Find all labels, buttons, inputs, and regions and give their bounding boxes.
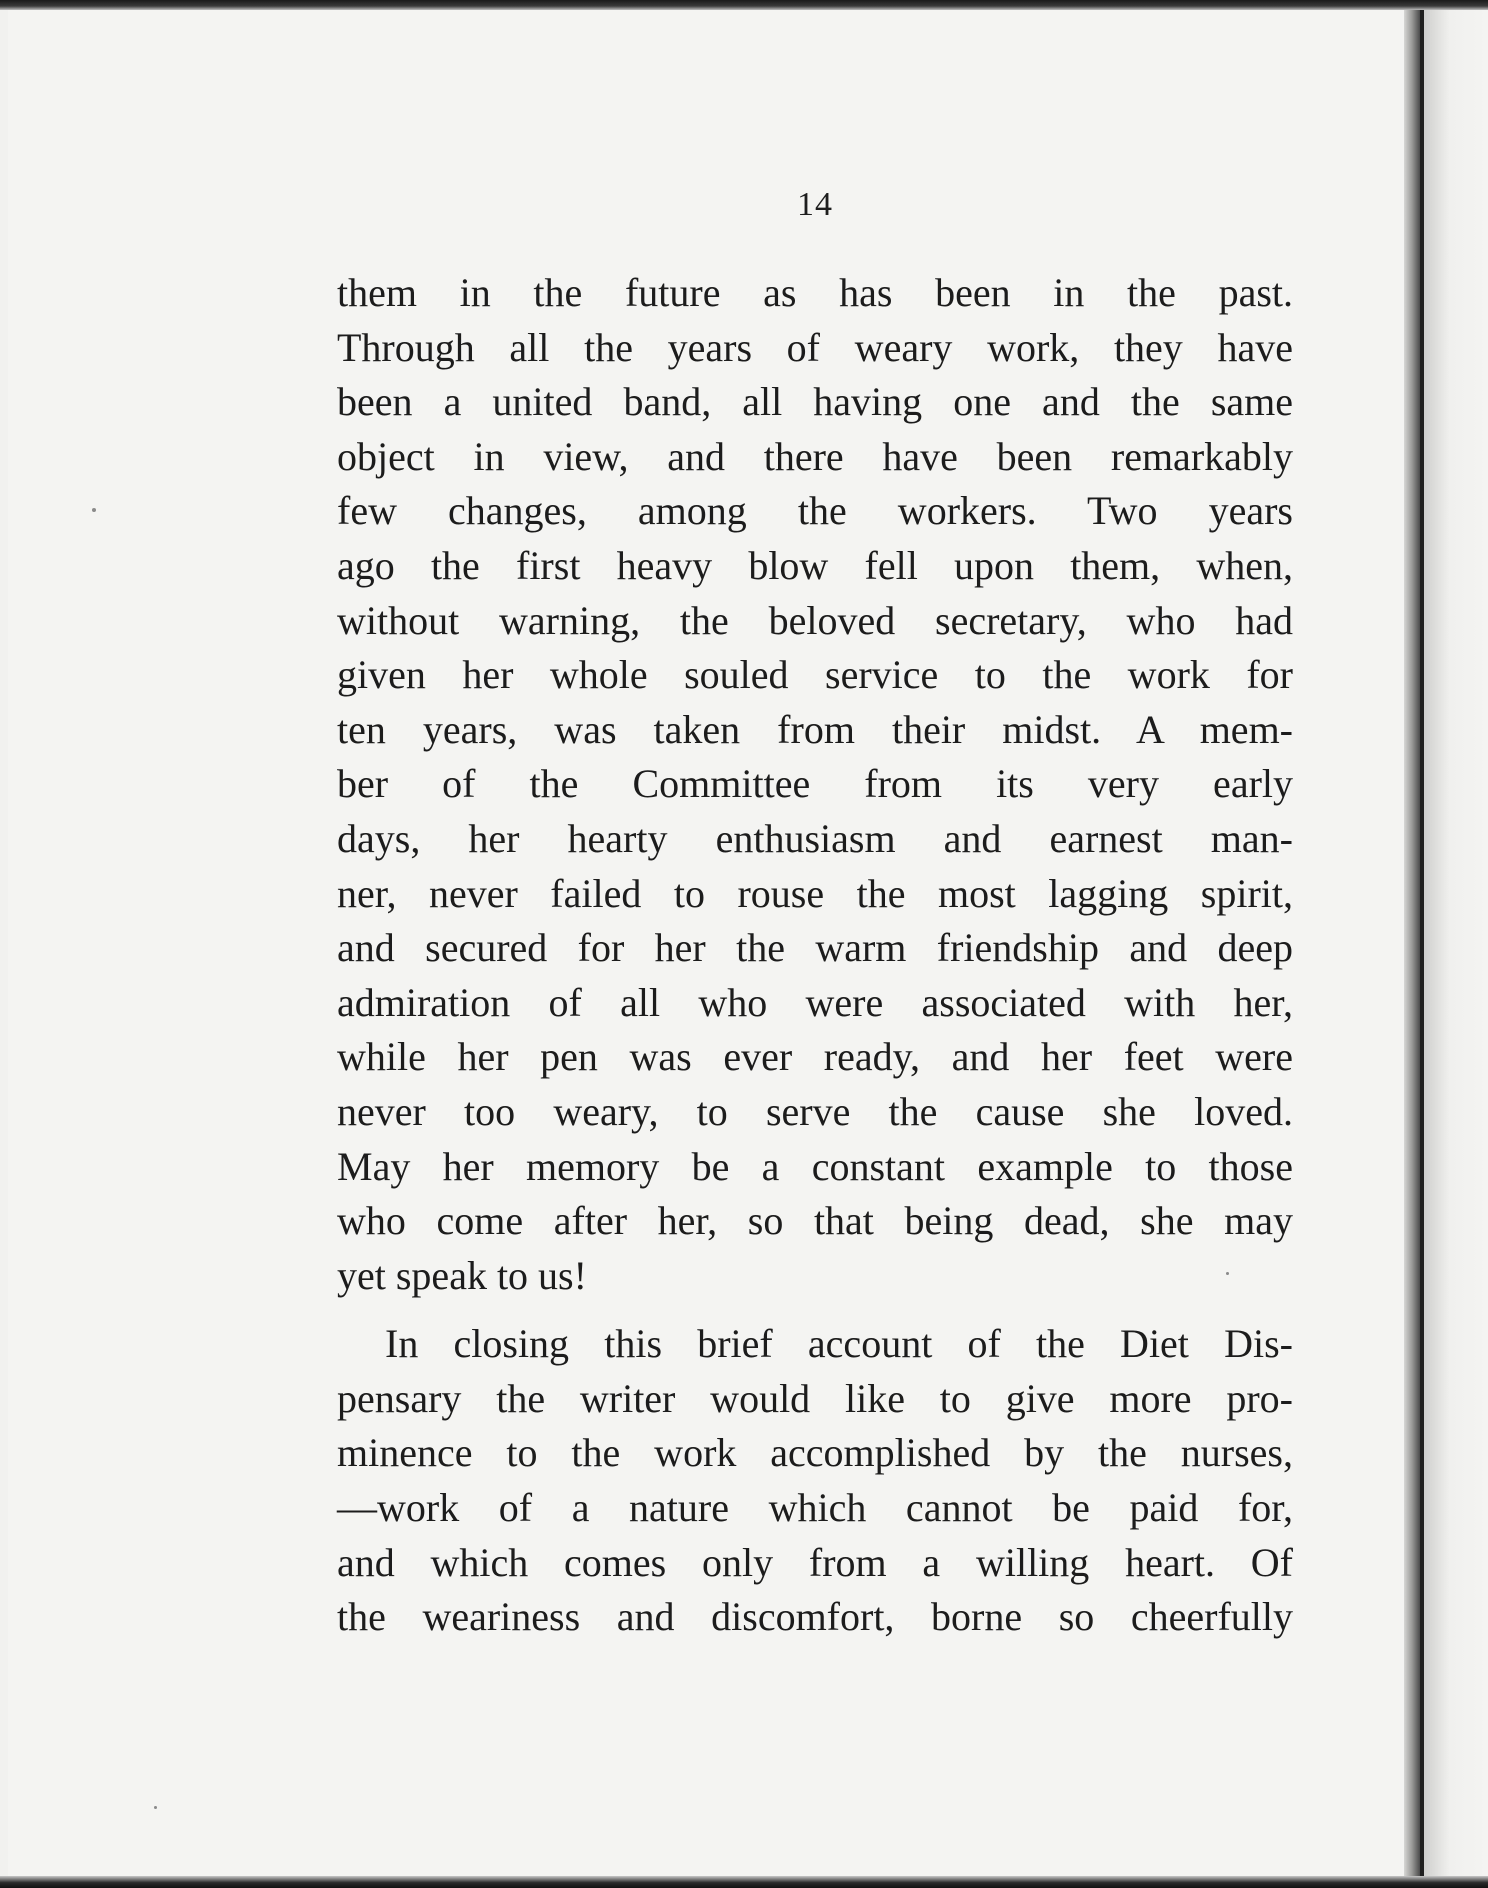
text-line: —work of a nature which cannot be paid for, [337, 1485, 1293, 1531]
text-line: admiration of all who were associated with her, [337, 979, 1293, 1025]
text-line: ber of the Committee from its very early [337, 761, 1293, 807]
text-line: Through all the years of weary work, they have [337, 324, 1293, 370]
text-line: In closing this brief account of the Diet Dis- [385, 1321, 1293, 1367]
text-line: without warning, the beloved secretary, who had [337, 597, 1293, 643]
text-line: object in view, and there have been remarkably [337, 433, 1293, 479]
text-line: days, her hearty enthusiasm and earnest man- [337, 815, 1293, 861]
text-line: them in the future as has been in the past. [337, 270, 1293, 315]
scan-speck [92, 508, 96, 512]
text-line: few changes, among the workers. Two years [337, 488, 1293, 534]
text-line: the weariness and discomfort, borne so cheerfully [337, 1594, 1293, 1640]
body-text [337, 266, 1293, 1645]
text-line: ago the first heavy blow fell upon them, when, [337, 542, 1293, 588]
page-number: 14 [797, 186, 833, 223]
text-line: who come after her, so that being dead, she may [337, 1198, 1293, 1244]
scan-speck [154, 1806, 157, 1809]
scan-bottom-edge [0, 1876, 1488, 1888]
paragraph-gap [337, 1303, 1293, 1317]
text-line: given her whole souled service to the work for [337, 652, 1293, 698]
text-line: while her pen was ever ready, and her feet were [337, 1034, 1293, 1080]
text-line: ten years, was taken from their midst. A mem- [337, 706, 1293, 752]
text-line: and which comes only from a willing heart. Of [337, 1539, 1293, 1585]
facing-page-edge [1424, 10, 1488, 1876]
text-line: pensary the writer would like to give more pro- [337, 1375, 1293, 1421]
text-line: ner, never failed to rouse the most lagging spirit, [337, 870, 1293, 916]
page-edge-shadow [1404, 10, 1420, 1876]
text-line: never too weary, to serve the cause she loved. [337, 1088, 1293, 1134]
text-line: yet speak to us! [337, 1252, 587, 1298]
text-line: been a united band, all having one and the same [337, 379, 1293, 425]
text-line: minence to the work accomplished by the nurses, [337, 1430, 1293, 1476]
text-line: May her memory be a constant example to those [337, 1143, 1293, 1189]
paragraph-2 [337, 1317, 1293, 1645]
text-line: and secured for her the warm friendship and deep [337, 925, 1293, 971]
paragraph-1 [337, 266, 1293, 1303]
scan-top-edge [0, 0, 1488, 10]
